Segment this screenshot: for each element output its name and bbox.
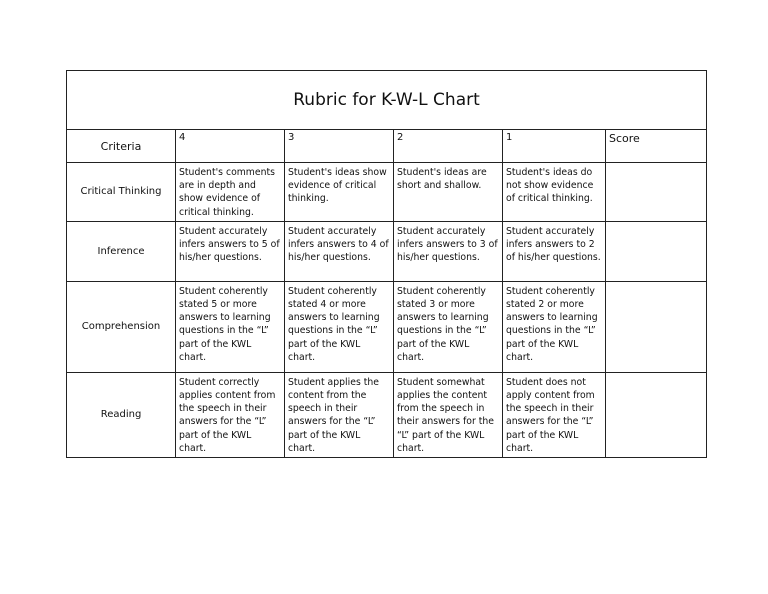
table-row-reading [67, 372, 707, 457]
rubric-cell: Student accurately infers answers to 2 of his/her questions. [503, 221, 606, 281]
level-3-header: 3 [285, 130, 394, 163]
rubric-cell: Student accurately infers answers to 5 of his/her questions. [176, 221, 285, 281]
rubric-cell: Student's ideas are short and shallow. [394, 163, 503, 222]
rubric-cell: Student accurately infers answers to 3 of his/her questions. [394, 221, 503, 281]
rubric-cell: Student does not apply content from the speech in their answers for the “L” part of the KWL chart. [503, 372, 606, 457]
score-cell [606, 372, 707, 457]
criteria-label: Reading [67, 372, 176, 457]
score-cell [606, 163, 707, 222]
table-row-inference [67, 221, 707, 281]
title-row [67, 71, 707, 130]
rubric-cell: Student coherently stated 5 or more answers to learning questions in the “L” part of the KWL chart. [176, 281, 285, 372]
header-row [67, 130, 707, 163]
score-header: Score [606, 130, 707, 163]
rubric-cell: Student coherently stated 3 or more answers to learning questions in the “L” part of the KWL chart. [394, 281, 503, 372]
rubric-cell: Student accurately infers answers to 4 of his/her questions. [285, 221, 394, 281]
criteria-label: Comprehension [67, 281, 176, 372]
level-4-header: 4 [176, 130, 285, 163]
rubric-cell: Student somewhat applies the content from the speech in their answers for the “L” part of the KWL chart. [394, 372, 503, 457]
rubric-table [66, 70, 707, 458]
level-2-header: 2 [394, 130, 503, 163]
rubric-cell: Student coherently stated 4 or more answers to learning questions in the “L” part of the KWL chart. [285, 281, 394, 372]
rubric-cell: Student coherently stated 2 or more answers to learning questions in the “L” part of the KWL chart. [503, 281, 606, 372]
criteria-label: Inference [67, 221, 176, 281]
criteria-label: Critical Thinking [67, 163, 176, 222]
rubric-cell: Student applies the content from the speech in their answers for the “L” part of the KWL chart. [285, 372, 394, 457]
level-1-header: 1 [503, 130, 606, 163]
rubric-cell: Student correctly applies content from the speech in their answers for the “L” part of the KWL chart. [176, 372, 285, 457]
rubric-cell: Student's ideas show evidence of critical thinking. [285, 163, 394, 222]
table-row-critical-thinking [67, 163, 707, 222]
rubric-title: Rubric for K-W-L Chart [67, 71, 707, 130]
criteria-header: Criteria [67, 130, 176, 163]
table-row-comprehension [67, 281, 707, 372]
rubric-cell: Student's ideas do not show evidence of critical thinking. [503, 163, 606, 222]
score-cell [606, 221, 707, 281]
score-cell [606, 281, 707, 372]
rubric-cell: Student's comments are in depth and show evidence of critical thinking. [176, 163, 285, 222]
